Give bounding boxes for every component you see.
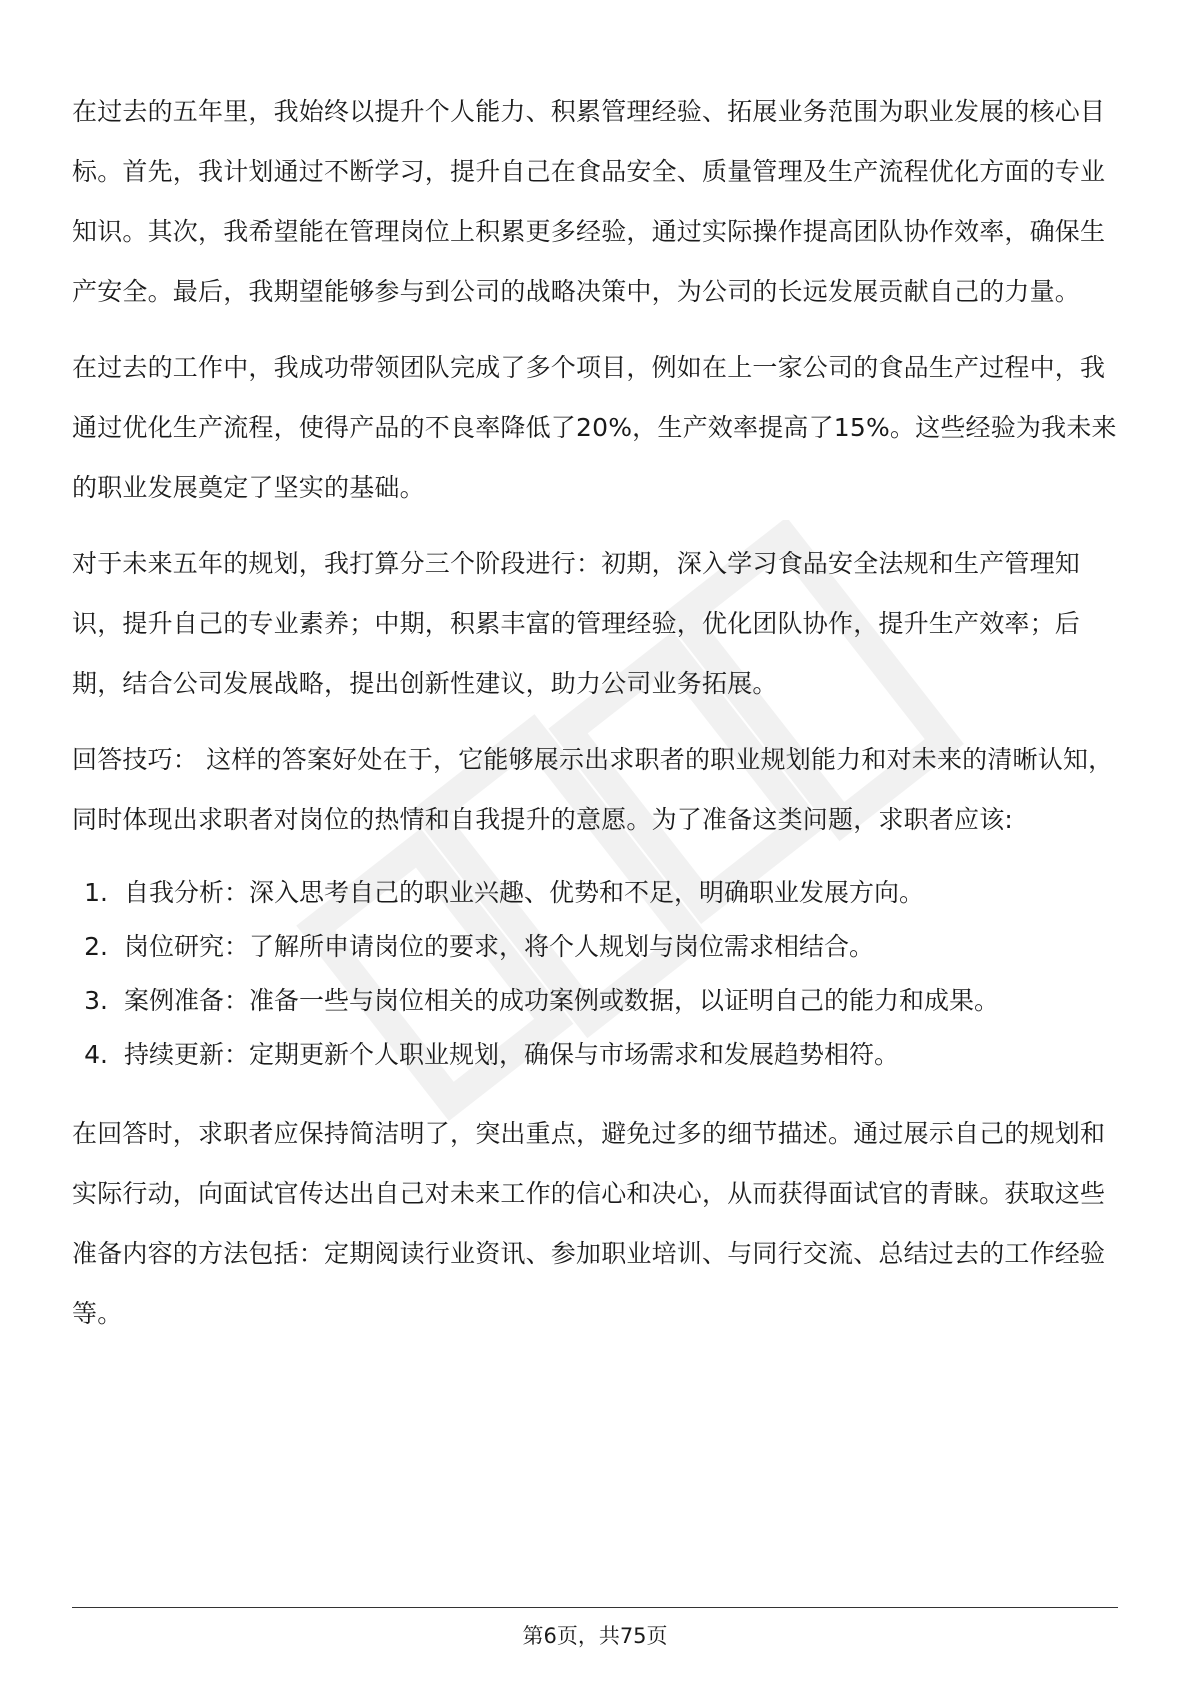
list-item-text: 岗位研究：了解所申请岗位的要求，将个人规划与岗位需求相结合。	[124, 932, 875, 961]
list-item-text: 案例准备：准备一些与岗位相关的成功案例或数据，以证明自己的能力和成果。	[124, 986, 1000, 1015]
paragraph-experience: 在过去的工作中，我成功带领团队完成了多个项目，例如在上一家公司的食品生产过程中，我通过优化生产流程，使得产品的不良率降低了20%，生产效率提高了15%。这些经验为我未来的职业发展奠定了坚实的基础。	[72, 353, 1117, 502]
list-item-number: 1.	[84, 878, 108, 907]
list-item	[72, 974, 1118, 1028]
list-item	[72, 1028, 1118, 1082]
list-item-text: 自我分析：深入思考自己的职业兴趣、优势和不足，明确职业发展方向。	[124, 878, 925, 907]
list-item-number: 4.	[84, 1040, 108, 1069]
document-body	[72, 82, 1118, 1360]
tips-list	[72, 866, 1118, 1082]
footer-divider	[72, 1607, 1118, 1608]
paragraph-tips: 回答技巧： 这样的答案好处在于，它能够展示出求职者的职业规划能力和对未来的清晰认知，同时体现出求职者对岗位的热情和自我提升的意愿。为了准备这类问题，求职者应该:	[72, 745, 1114, 834]
list-item-number: 2.	[84, 932, 108, 961]
paragraph-plan: 对于未来五年的规划，我打算分三个阶段进行：初期，深入学习食品安全法规和生产管理知识，提升自己的专业素养；中期，积累丰富的管理经验，优化团队协作，提升生产效率；后期，结合公司发展战略，提出创新性建议，助力公司业务拓展。	[72, 549, 1081, 698]
paragraph-goals: 在过去的五年里，我始终以提升个人能力、积累管理经验、拓展业务范围为职业发展的核心目标。首先，我计划通过不断学习，提升自己在食品安全、质量管理及生产流程优化方面的专业知识。其次，我希望能在管理岗位上积累更多经验，通过实际操作提高团队协作效率，确保生产安全。最后，我期望能够参与到公司的战略决策中，为公司的长远发展贡献自己的力量。	[72, 97, 1106, 306]
list-item-text: 持续更新：定期更新个人职业规划，确保与市场需求和发展趋势相符。	[124, 1040, 900, 1069]
list-item	[72, 920, 1118, 974]
page-number: 第6页，共75页	[522, 1624, 668, 1648]
paragraph-summary: 在回答时，求职者应保持简洁明了，突出重点，避免过多的细节描述。通过展示自己的规划和实际行动，向面试官传达出自己对未来工作的信心和决心，从而获得面试官的青睐。获取这些准备内容的方法包括：定期阅读行业资讯、参加职业培训、与同行交流、总结过去的工作经验等。	[72, 1119, 1106, 1328]
list-item	[72, 866, 1118, 920]
list-item-number: 3.	[84, 986, 108, 1015]
